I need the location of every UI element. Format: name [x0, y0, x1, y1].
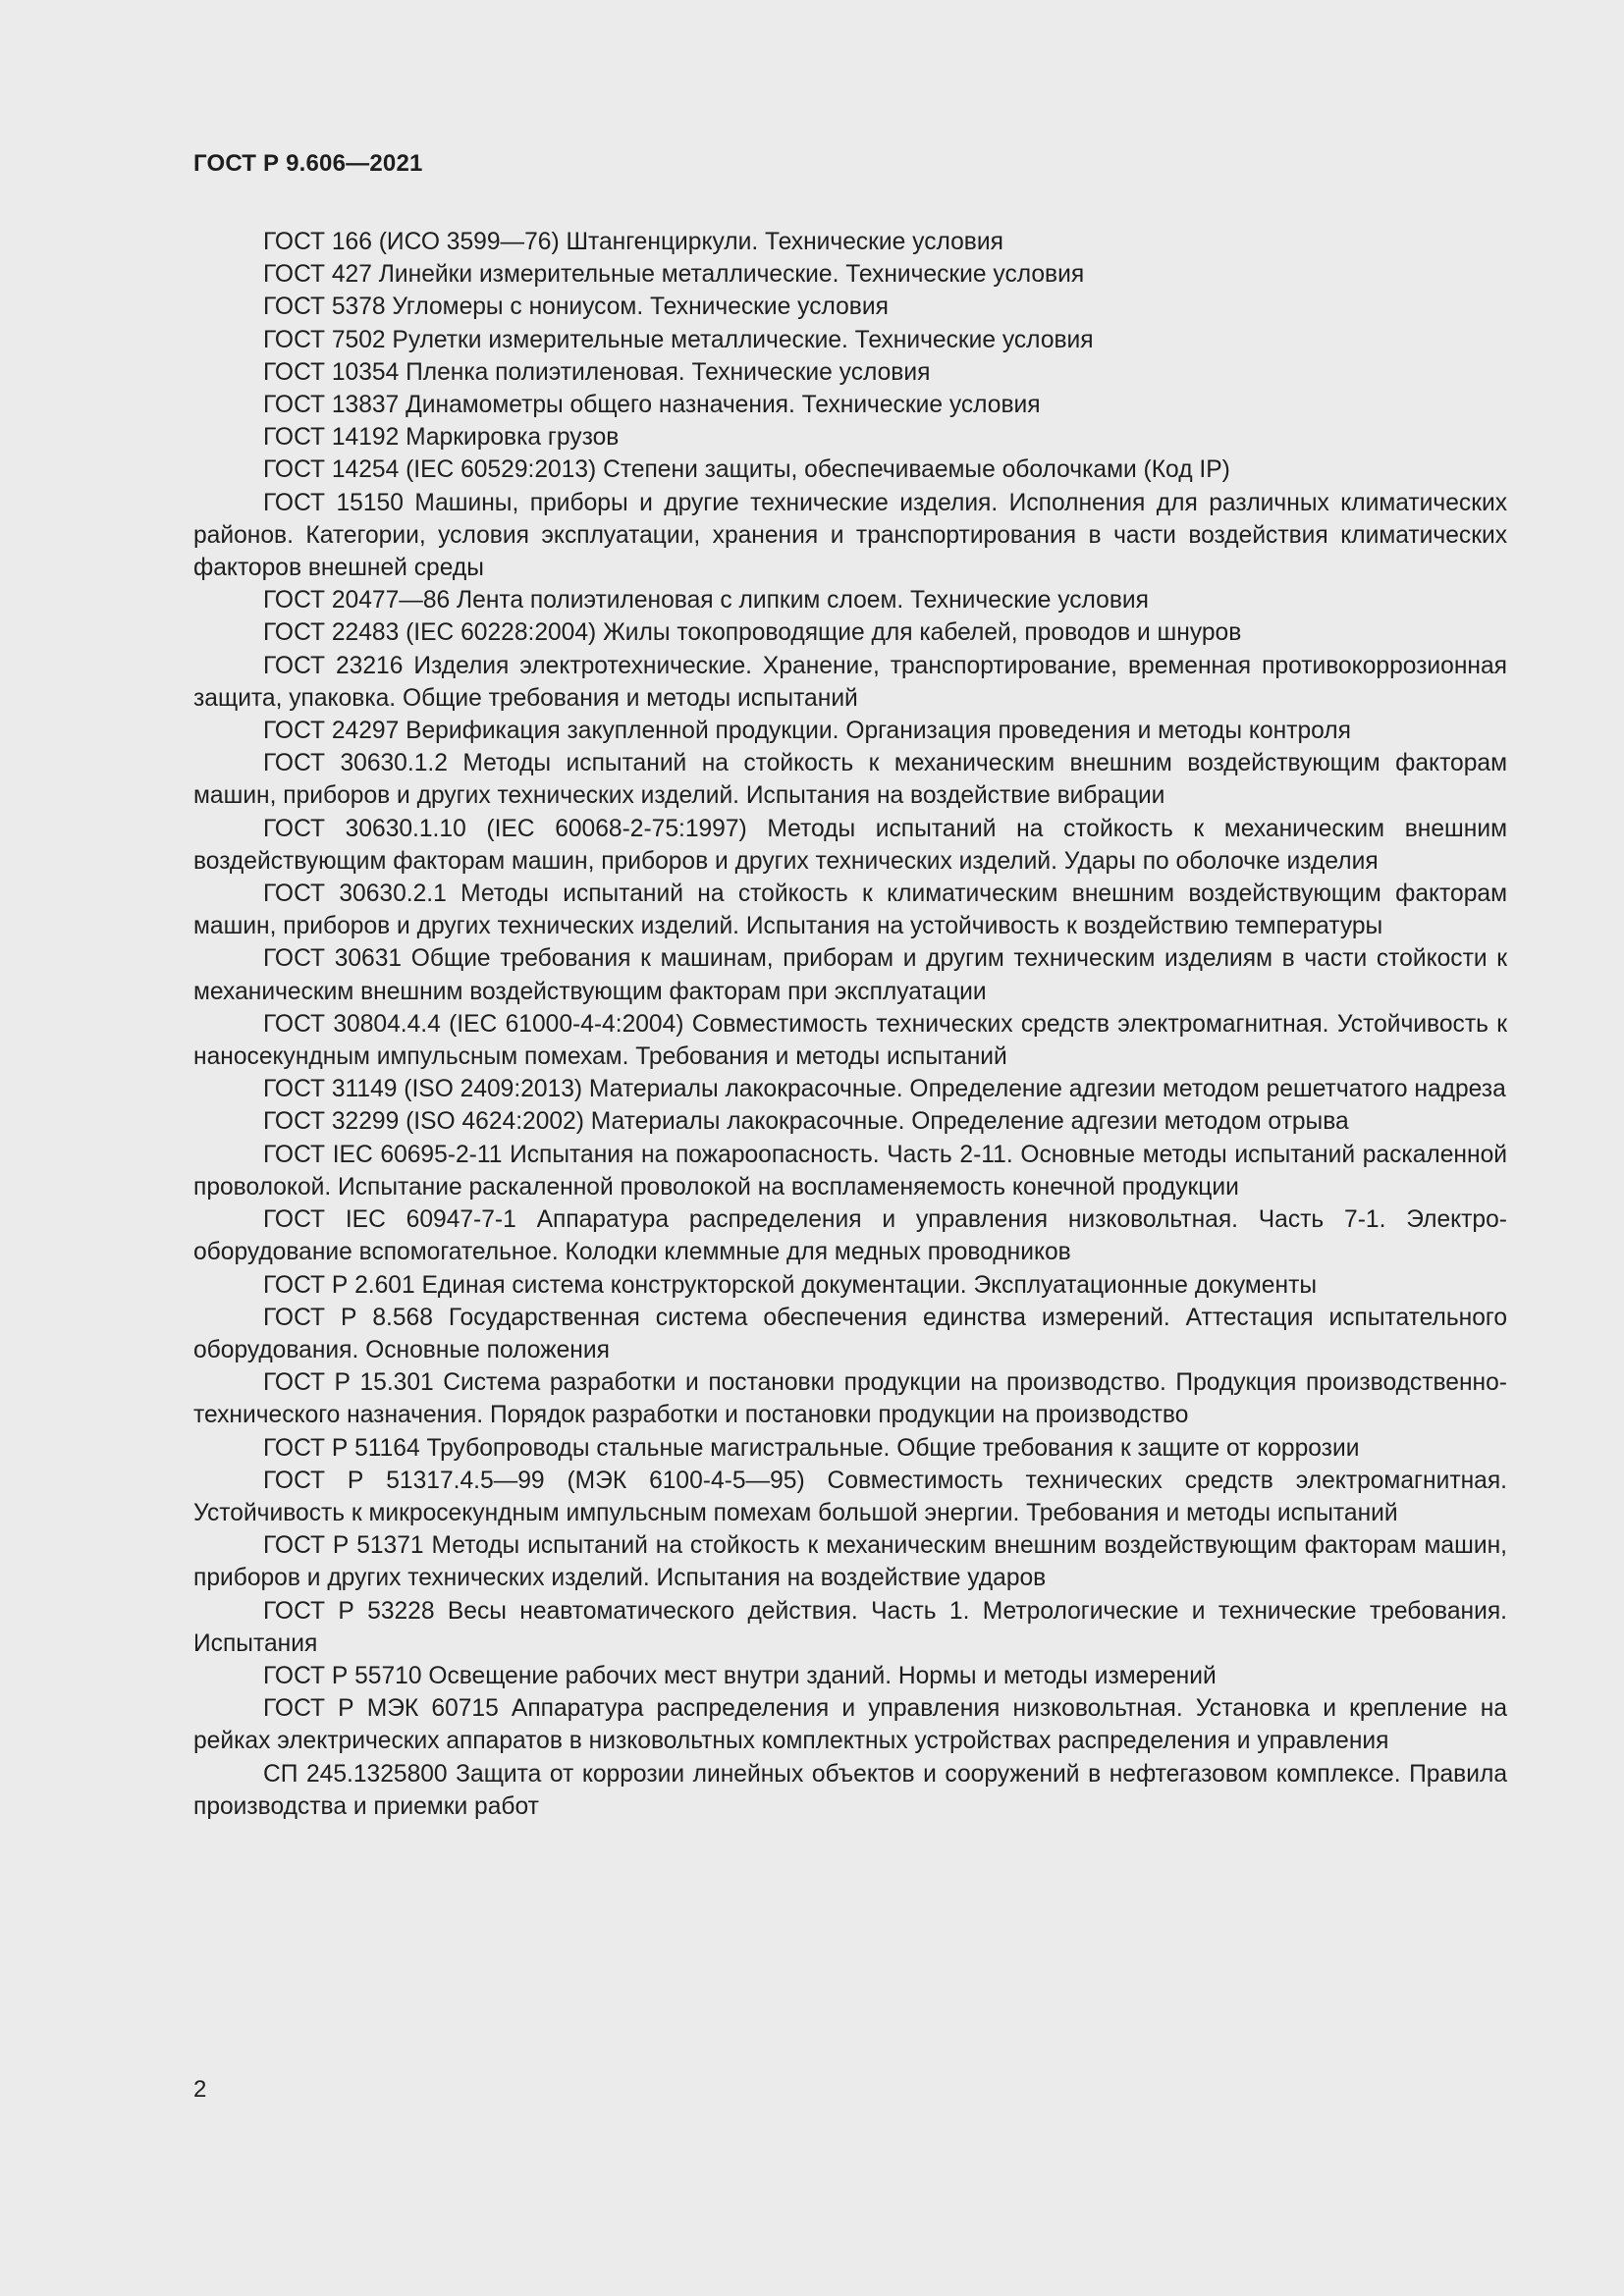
reference-item: ГОСТ 23216 Изделия электротехнические. Хранение, транспортирование, временная противокоррозионная защита, упаковка. Общие требования и методы испытаний [193, 652, 1507, 712]
reference-item: ГОСТ 30630.1.10 (IEC 60068-2-75:1997) Методы испытаний на стойкость к механическим внешним воздействующим факторам машин, приборов и других технических изделий. Удары по оболочке изделия [193, 815, 1507, 875]
reference-item: ГОСТ 24297 Верификация закупленной продукции. Организация проведения и методы контроля [263, 718, 1351, 745]
reference-item: ГОСТ Р 15.301 Система разработки и постановки продукции на производство. Продукция производственно-технического назначения. Порядок разработки и постановки продукции на производство [193, 1369, 1507, 1429]
reference-item: ГОСТ 10354 Пленка полиэтиленовая. Технические условия [263, 358, 931, 386]
reference-item: ГОСТ Р МЭК 60715 Аппаратура распределения и управления низковольтная. Установка и крепление на рейках электрических аппаратов в низковольтных комплектных устройствах распределения и управления [193, 1695, 1507, 1755]
reference-item: ГОСТ IEC 60695-2-11 Испытания на пожароопасность. Часть 2-11. Основные методы испытаний раскаленной проволокой. Испытание раскаленной проволокой на воспламеняемость конечной продукции [193, 1141, 1507, 1201]
reference-item: ГОСТ 30630.1.2 Методы испытаний на стойкость к механическим внешним воздействующим факторам машин, приборов и других технических изделий. Испытания на воздействие вибрации [193, 750, 1507, 810]
reference-item: ГОСТ 13837 Динамометры общего назначения. Технические условия [263, 392, 1041, 419]
reference-item: СП 245.1325800 Защита от коррозии линейных объектов и сооружений в нефтегазовом комплексе. Правила производства и приемки работ [193, 1760, 1507, 1820]
reference-item: ГОСТ 22483 (IEC 60228:2004) Жилы токопроводящие для кабелей, проводов и шнуров [263, 619, 1242, 647]
reference-item: ГОСТ 32299 (ISO 4624:2002) Материалы лакокрасочные. Определение адгезии методом отрыва [263, 1108, 1349, 1136]
reference-item: ГОСТ 166 (ИСО 3599—76) Штангенциркули. Технические условия [263, 229, 1003, 255]
reference-item: ГОСТ Р 51317.4.5—99 (МЭК 6100-4-5—95) Совместимость технических средств электромагнитная. Устойчивость к микросекундным импульсным помехам большой энергии. Требования и методы испытаний [193, 1467, 1507, 1526]
page-number: 2 [193, 2076, 207, 2103]
reference-item: ГОСТ Р 55710 Освещение рабочих мест внутри зданий. Нормы и методы измерений [263, 1662, 1217, 1689]
reference-item: ГОСТ 5378 Угломеры с нониусом. Технические условия [263, 294, 889, 321]
reference-item: ГОСТ 7502 Рулетки измерительные металлические. Технические условия [263, 326, 1094, 353]
document-header-title: ГОСТ Р 9.606—2021 [193, 150, 423, 177]
reference-item: ГОСТ 427 Линейки измерительные металлические. Технические условия [263, 261, 1085, 289]
reference-item: ГОСТ IEC 60947-7-1 Аппаратура распределения и управления низковольтная. Часть 7-1. Электрооборудование вспомогательное. Колодки клеммные для медных проводников [193, 1206, 1507, 1266]
reference-item: ГОСТ Р 51371 Методы испытаний на стойкость к механическим внешним воздействующим факторам машин, приборов и других технических изделий. Испытания на воздействие ударов [193, 1532, 1507, 1592]
normative-references-list [193, 226, 1507, 1823]
reference-item: ГОСТ Р 8.568 Государственная система обеспечения единства измерений. Аттестация испытательного оборудования. Основные положения [193, 1304, 1507, 1363]
reference-item: ГОСТ 14192 Маркировка грузов [263, 424, 620, 452]
reference-item: ГОСТ Р 51164 Трубопроводы стальные магистральные. Общие требования к защите от коррозии [263, 1434, 1360, 1462]
reference-item: ГОСТ 14254 (IEC 60529:2013) Степени защиты, обеспечиваемые оболочками (Код IP) [263, 456, 1230, 484]
reference-item: ГОСТ Р 2.601 Единая система конструкторской документации. Эксплуатационные документы [263, 1271, 1318, 1299]
reference-item: ГОСТ 15150 Машины, приборы и другие технические изделия. Исполнения для различных климатических районов. Категории, условия эксплуатации, хранения и транспортирования в части воздействия климатических факторов внешней среды [193, 489, 1507, 582]
reference-item: ГОСТ 30630.2.1 Методы испытаний на стойкость к климатическим внешним воздействующим факторам машин, приборов и других технических изделий. Испытания на устойчивость к воздействию температуры [193, 881, 1507, 940]
reference-item: ГОСТ 30804.4.4 (IEC 61000-4-4:2004) Совместимость технических средств электромагнитная. Устойчивость к наносекундным импульсным помехам. Требования и методы испытаний [193, 1010, 1507, 1071]
reference-item: ГОСТ 20477—86 Лента полиэтиленовая с липким слоем. Технические условия [263, 587, 1149, 614]
reference-item: ГОСТ 30631 Общие требования к машинам, приборам и другим техническим изделиям в части стойкости к механическим внешним воздействующим факторам при эксплуатации [193, 945, 1507, 1005]
reference-item: ГОСТ 31149 (ISO 2409:2013) Материалы лакокрасочные. Определение адгезии методом решетчатого надреза [263, 1076, 1506, 1103]
reference-item: ГОСТ Р 53228 Весы неавтоматического действия. Часть 1. Метрологические и технические требования. Испытания [193, 1597, 1507, 1657]
